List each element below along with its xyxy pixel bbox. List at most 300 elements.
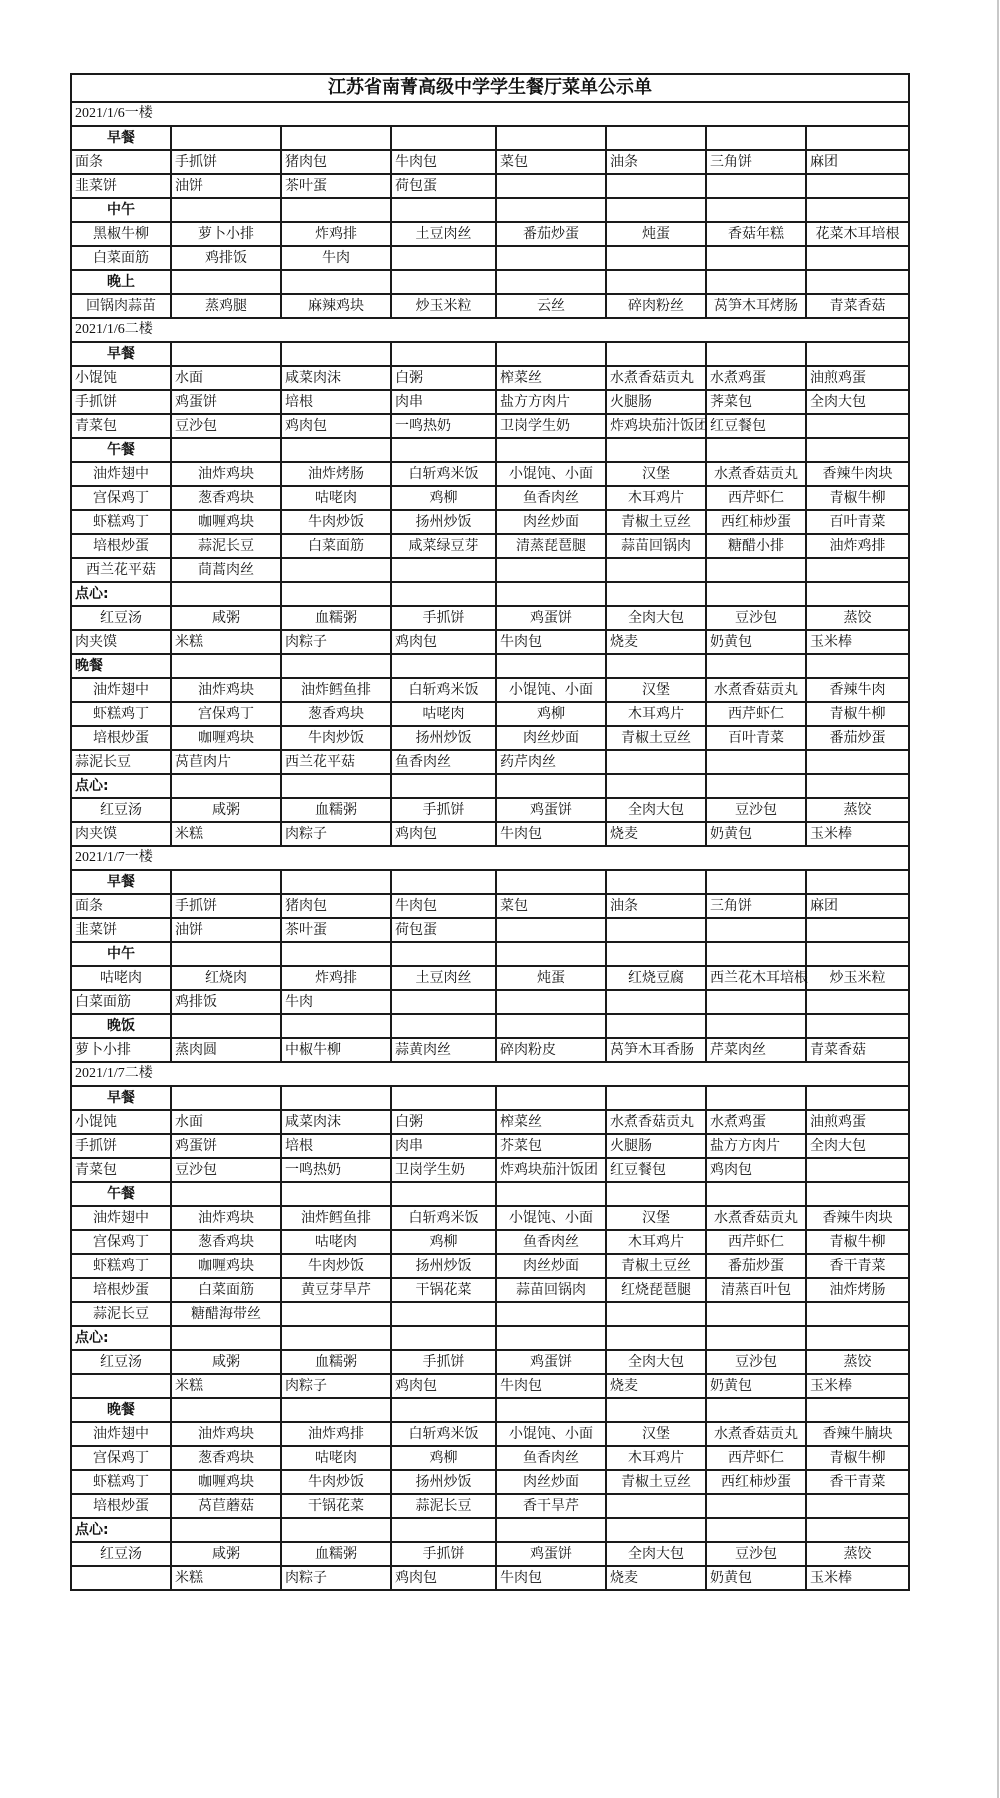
- dish-cell: 油饼: [171, 174, 281, 198]
- dish-cell: 全肉大包: [606, 798, 706, 822]
- dish-cell: 奶黄包: [706, 822, 806, 846]
- empty-cell: [496, 1086, 606, 1110]
- dish-cell: 咕咾肉: [391, 702, 496, 726]
- dish-cell: 培根炒蛋: [71, 1278, 171, 1302]
- dish-cell: 肉夹馍: [71, 822, 171, 846]
- dish-cell: 葱香鸡块: [171, 1230, 281, 1254]
- dish-cell: 蒸肉圆: [171, 1038, 281, 1062]
- dish-cell: 米糕: [171, 1374, 281, 1398]
- empty-cell: [606, 438, 706, 462]
- dish-cell: 玉米棒: [806, 1374, 909, 1398]
- dish-cell: 手抓饼: [171, 150, 281, 174]
- dish-cell: 米糕: [171, 822, 281, 846]
- empty-cell: [706, 918, 806, 942]
- empty-cell: [171, 582, 281, 606]
- dish-row: [71, 1206, 909, 1230]
- dish-cell: 葱香鸡块: [281, 702, 391, 726]
- empty-cell: [496, 1302, 606, 1326]
- empty-cell: [391, 438, 496, 462]
- empty-cell: [171, 342, 281, 366]
- dish-cell: 麻团: [806, 894, 909, 918]
- dish-cell: 碎肉粉丝: [606, 294, 706, 318]
- dish-cell: 烧麦: [606, 1374, 706, 1398]
- dish-row: [71, 510, 909, 534]
- dish-cell: 油煎鸡蛋: [806, 366, 909, 390]
- meal-header-row: [71, 1326, 909, 1350]
- empty-cell: [706, 174, 806, 198]
- section-date-label: 2021/1/7一楼: [71, 846, 909, 870]
- dish-cell: 油炸翅中: [71, 1206, 171, 1230]
- empty-cell: [281, 1326, 391, 1350]
- empty-cell: [606, 774, 706, 798]
- dish-cell: 干锅花菜: [391, 1278, 496, 1302]
- dish-cell: 香辣牛腩块: [806, 1422, 909, 1446]
- empty-cell: [171, 1326, 281, 1350]
- dish-cell: 牛肉包: [391, 894, 496, 918]
- dish-cell: 油炸鸡块: [171, 462, 281, 486]
- dish-cell: 牛肉炒饭: [281, 1470, 391, 1494]
- dish-cell: 水煮香菇贡丸: [606, 366, 706, 390]
- dish-cell: 西红柿炒蛋: [706, 510, 806, 534]
- dish-cell: 盐方方肉片: [496, 390, 606, 414]
- section-date-label: 2021/1/6二楼: [71, 318, 909, 342]
- empty-cell: [606, 558, 706, 582]
- meal-header-row: [71, 1398, 909, 1422]
- dish-cell: 豆沙包: [706, 1350, 806, 1374]
- dish-cell: 奶黄包: [706, 630, 806, 654]
- dish-cell: 白菜面筋: [71, 990, 171, 1014]
- dish-cell: 血糯粥: [281, 1350, 391, 1374]
- dish-cell: 青椒土豆丝: [606, 1470, 706, 1494]
- dish-cell: 药芹肉丝: [496, 750, 606, 774]
- empty-cell: [391, 558, 496, 582]
- dish-cell: 油炸鸡排: [281, 1422, 391, 1446]
- empty-cell: [606, 246, 706, 270]
- dish-cell: 水面: [171, 366, 281, 390]
- dish-cell: 牛肉炒饭: [281, 1254, 391, 1278]
- dish-cell: 油炸鸡块: [171, 1206, 281, 1230]
- empty-cell: [391, 1326, 496, 1350]
- dish-cell: 肉串: [391, 1134, 496, 1158]
- empty-cell: [496, 174, 606, 198]
- empty-cell: [706, 774, 806, 798]
- dish-row: [71, 486, 909, 510]
- empty-cell: [706, 1326, 806, 1350]
- empty-cell: [171, 126, 281, 150]
- empty-cell: [496, 654, 606, 678]
- empty-cell: [171, 438, 281, 462]
- dish-cell: 手抓饼: [391, 798, 496, 822]
- empty-cell: [171, 1086, 281, 1110]
- empty-cell: [606, 1302, 706, 1326]
- empty-cell: [706, 990, 806, 1014]
- meal-label: 早餐: [71, 342, 171, 366]
- dish-cell: 韭菜饼: [71, 174, 171, 198]
- dish-cell: 蒜泥长豆: [171, 534, 281, 558]
- dish-cell: 火腿肠: [606, 390, 706, 414]
- dish-cell: 水煮香菇贡丸: [706, 1422, 806, 1446]
- dish-cell: 红豆汤: [71, 1350, 171, 1374]
- empty-cell: [706, 942, 806, 966]
- section-date-row: [71, 846, 909, 870]
- empty-cell: [806, 1494, 909, 1518]
- empty-cell: [496, 918, 606, 942]
- dish-cell: 三角饼: [706, 894, 806, 918]
- dish-cell: 鸡柳: [391, 486, 496, 510]
- dish-row: [71, 222, 909, 246]
- empty-cell: [496, 126, 606, 150]
- empty-cell: [606, 126, 706, 150]
- dish-cell: 全肉大包: [606, 606, 706, 630]
- empty-cell: [281, 582, 391, 606]
- dish-cell: 汉堡: [606, 678, 706, 702]
- dish-cell: 油炸烤肠: [281, 462, 391, 486]
- dish-cell: 青椒牛柳: [806, 702, 909, 726]
- dish-row: [71, 390, 909, 414]
- dish-cell: 小馄饨: [71, 1110, 171, 1134]
- dish-cell: 鸡蛋饼: [496, 606, 606, 630]
- empty-cell: [281, 942, 391, 966]
- dish-cell: 全肉大包: [806, 390, 909, 414]
- empty-cell: [391, 246, 496, 270]
- dish-cell: 肉丝炒面: [496, 1254, 606, 1278]
- dish-cell: 白菜面筋: [281, 534, 391, 558]
- dish-cell: 鸡肉包: [706, 1158, 806, 1182]
- dish-row: [71, 1038, 909, 1062]
- dish-cell: 葱香鸡块: [171, 486, 281, 510]
- dish-cell: 牛肉包: [496, 1374, 606, 1398]
- empty-cell: [281, 1302, 391, 1326]
- dish-cell: 百叶青菜: [706, 726, 806, 750]
- dish-cell: 蒸饺: [806, 1350, 909, 1374]
- dish-cell: 青菜香菇: [806, 1038, 909, 1062]
- dish-cell: 水煮鸡蛋: [706, 366, 806, 390]
- dish-cell: 青椒牛柳: [806, 486, 909, 510]
- empty-cell: [171, 1518, 281, 1542]
- dish-row: [71, 1230, 909, 1254]
- dish-row: [71, 1374, 909, 1398]
- dish-cell: 木耳鸡片: [606, 1446, 706, 1470]
- dish-cell: 小馄饨、小面: [496, 1206, 606, 1230]
- meal-label: 点心:: [71, 774, 171, 798]
- dish-cell: 西兰花平菇: [71, 558, 171, 582]
- empty-cell: [806, 654, 909, 678]
- dish-row: [71, 798, 909, 822]
- empty-cell: [496, 558, 606, 582]
- empty-cell: [806, 1518, 909, 1542]
- dish-row: [71, 1302, 909, 1326]
- empty-cell: [806, 558, 909, 582]
- empty-cell: [496, 1182, 606, 1206]
- dish-cell: 烧麦: [606, 1566, 706, 1590]
- dish-cell: 红豆汤: [71, 798, 171, 822]
- dish-cell: 油炸鸡排: [806, 534, 909, 558]
- empty-cell: [281, 198, 391, 222]
- meal-header-row: [71, 1182, 909, 1206]
- empty-cell: [281, 270, 391, 294]
- dish-cell: 鱼香肉丝: [496, 1230, 606, 1254]
- meal-label: 点心:: [71, 1518, 171, 1542]
- empty-cell: [496, 270, 606, 294]
- dish-cell: 鸡蛋饼: [171, 1134, 281, 1158]
- dish-cell: 咸粥: [171, 1542, 281, 1566]
- dish-cell: 茶叶蛋: [281, 174, 391, 198]
- dish-cell: 一鸣热奶: [391, 414, 496, 438]
- dish-cell: 青菜包: [71, 414, 171, 438]
- dish-cell: 水煮香菇贡丸: [606, 1110, 706, 1134]
- dish-row: [71, 1278, 909, 1302]
- empty-cell: [706, 198, 806, 222]
- dish-row: [71, 1446, 909, 1470]
- dish-cell: 培根炒蛋: [71, 726, 171, 750]
- meal-label: 早餐: [71, 126, 171, 150]
- dish-cell: 蒸饺: [806, 1542, 909, 1566]
- empty-cell: [606, 654, 706, 678]
- dish-cell: 扬州炒饭: [391, 1254, 496, 1278]
- dish-cell: 手抓饼: [391, 606, 496, 630]
- dish-cell: 玉米棒: [806, 1566, 909, 1590]
- dish-cell: 肉粽子: [281, 630, 391, 654]
- dish-row: [71, 1470, 909, 1494]
- dish-cell: 扬州炒饭: [391, 1470, 496, 1494]
- dish-cell: 炒玉米粒: [806, 966, 909, 990]
- dish-cell: 碎肉粉皮: [496, 1038, 606, 1062]
- dish-cell: 清蒸百叶包: [706, 1278, 806, 1302]
- dish-cell: 蒜黄肉丝: [391, 1038, 496, 1062]
- meal-label: 中午: [71, 198, 171, 222]
- empty-cell: [606, 270, 706, 294]
- meal-label: 点心:: [71, 1326, 171, 1350]
- empty-cell: [391, 1302, 496, 1326]
- empty-cell: [606, 990, 706, 1014]
- empty-cell: [806, 126, 909, 150]
- dish-cell: 红豆汤: [71, 1542, 171, 1566]
- empty-cell: [391, 1086, 496, 1110]
- dish-cell: 咖喱鸡块: [171, 1254, 281, 1278]
- dish-cell: 菜包: [496, 150, 606, 174]
- menu-table-body: [71, 74, 909, 1590]
- empty-cell: [806, 870, 909, 894]
- dish-cell: 红豆汤: [71, 606, 171, 630]
- empty-cell: [391, 654, 496, 678]
- dish-cell: 韭菜饼: [71, 918, 171, 942]
- dish-cell: 咕咾肉: [281, 1446, 391, 1470]
- empty-cell: [496, 1518, 606, 1542]
- empty-cell: [281, 1182, 391, 1206]
- dish-cell: 麻团: [806, 150, 909, 174]
- dish-cell: 炖蛋: [606, 222, 706, 246]
- dish-cell: 西兰花木耳培根: [706, 966, 806, 990]
- dish-cell: 宫保鸡丁: [71, 1446, 171, 1470]
- empty-cell: [496, 1014, 606, 1038]
- dish-cell: 汉堡: [606, 1206, 706, 1230]
- dish-cell: 香干旱芹: [496, 1494, 606, 1518]
- empty-cell: [806, 342, 909, 366]
- dish-cell: 豆沙包: [706, 606, 806, 630]
- dish-cell: 鸡肉包: [391, 630, 496, 654]
- dish-cell: 茶叶蛋: [281, 918, 391, 942]
- meal-label: 中午: [71, 942, 171, 966]
- empty-cell: [806, 1014, 909, 1038]
- dish-cell: 奶黄包: [706, 1374, 806, 1398]
- meal-header-row: [71, 870, 909, 894]
- dish-cell: 米糕: [171, 1566, 281, 1590]
- empty-cell: [806, 750, 909, 774]
- empty-cell: [496, 342, 606, 366]
- empty-cell: [496, 246, 606, 270]
- dish-cell: 西芹虾仁: [706, 1230, 806, 1254]
- dish-cell: 青椒牛柳: [806, 1230, 909, 1254]
- dish-cell: 全肉大包: [806, 1134, 909, 1158]
- empty-cell: [171, 870, 281, 894]
- dish-cell: 百叶青菜: [806, 510, 909, 534]
- dish-cell: 青菜包: [71, 1158, 171, 1182]
- dish-row: [71, 990, 909, 1014]
- dish-cell: 鸡蛋饼: [496, 1542, 606, 1566]
- dish-cell: 肉丝炒面: [496, 726, 606, 750]
- dish-cell: 蒜苗回锅肉: [606, 534, 706, 558]
- dish-cell: 培根: [281, 390, 391, 414]
- dish-cell: 水煮香菇贡丸: [706, 462, 806, 486]
- dish-cell: 小馄饨、小面: [496, 1422, 606, 1446]
- dish-cell: 西芹虾仁: [706, 486, 806, 510]
- dish-cell: 咸粥: [171, 606, 281, 630]
- dish-row: [71, 414, 909, 438]
- dish-cell: 鸡蛋饼: [496, 798, 606, 822]
- empty-cell: [171, 654, 281, 678]
- empty-cell: [806, 246, 909, 270]
- empty-cell: [806, 990, 909, 1014]
- dish-cell: 肉粽子: [281, 1374, 391, 1398]
- dish-cell: 牛肉: [281, 990, 391, 1014]
- dish-cell: 汉堡: [606, 462, 706, 486]
- empty-cell: [171, 942, 281, 966]
- dish-cell: 鱼香肉丝: [496, 486, 606, 510]
- dish-cell: 榨菜丝: [496, 366, 606, 390]
- dish-cell: 烧麦: [606, 630, 706, 654]
- dish-cell: 白粥: [391, 366, 496, 390]
- dish-cell: 牛肉包: [391, 150, 496, 174]
- dish-cell: 鸡蛋饼: [496, 1350, 606, 1374]
- dish-cell: 油炸鸡块: [171, 678, 281, 702]
- empty-cell: [391, 1182, 496, 1206]
- meal-header-row: [71, 126, 909, 150]
- dish-cell: 清蒸琵琶腿: [496, 534, 606, 558]
- dish-cell: 黄豆芽旱芹: [281, 1278, 391, 1302]
- empty-cell: [806, 1326, 909, 1350]
- dish-row: [71, 750, 909, 774]
- dish-row: [71, 1254, 909, 1278]
- empty-cell: [391, 582, 496, 606]
- empty-cell: [606, 1326, 706, 1350]
- dish-cell: 青椒土豆丝: [606, 510, 706, 534]
- dish-cell: 茼蒿肉丝: [171, 558, 281, 582]
- empty-cell: [281, 774, 391, 798]
- dish-cell: 糖醋海带丝: [171, 1302, 281, 1326]
- dish-cell: 小馄饨: [71, 366, 171, 390]
- empty-cell: [706, 582, 806, 606]
- meal-label: 晚饭: [71, 1014, 171, 1038]
- empty-cell: [706, 750, 806, 774]
- dish-cell: 白菜面筋: [171, 1278, 281, 1302]
- dish-cell: 菜包: [496, 894, 606, 918]
- dish-cell: 手抓饼: [391, 1542, 496, 1566]
- dish-cell: 鸡柳: [496, 702, 606, 726]
- dish-cell: 香辣牛肉: [806, 678, 909, 702]
- dish-row: [71, 246, 909, 270]
- dish-row: [71, 174, 909, 198]
- dish-cell: 莴笋木耳香肠: [606, 1038, 706, 1062]
- dish-cell: 西芹虾仁: [706, 702, 806, 726]
- dish-cell: 萝卜小排: [71, 1038, 171, 1062]
- dish-cell: 白斩鸡米饭: [391, 462, 496, 486]
- meal-header-row: [71, 774, 909, 798]
- dish-cell: 血糯粥: [281, 606, 391, 630]
- dish-cell: 肉丝炒面: [496, 1470, 606, 1494]
- empty-cell: [391, 126, 496, 150]
- meal-label: 点心:: [71, 582, 171, 606]
- dish-cell: 炸鸡排: [281, 222, 391, 246]
- dish-cell: 血糯粥: [281, 798, 391, 822]
- dish-cell: 白斩鸡米饭: [391, 678, 496, 702]
- dish-cell: 咖喱鸡块: [171, 1470, 281, 1494]
- dish-cell: 血糯粥: [281, 1542, 391, 1566]
- dish-cell: 玉米棒: [806, 630, 909, 654]
- dish-cell: 豆沙包: [706, 798, 806, 822]
- dish-cell: 火腿肠: [606, 1134, 706, 1158]
- dish-cell: 鸡排饭: [171, 246, 281, 270]
- dish-cell: 鱼香肉丝: [496, 1446, 606, 1470]
- empty-cell: [706, 558, 806, 582]
- empty-cell: [281, 1086, 391, 1110]
- dish-cell: 牛肉炒饭: [281, 510, 391, 534]
- dish-cell: 小馄饨、小面: [496, 462, 606, 486]
- empty-cell: [281, 1518, 391, 1542]
- dish-cell: 牛肉: [281, 246, 391, 270]
- empty-cell: [171, 198, 281, 222]
- dish-cell: 鸡蛋饼: [171, 390, 281, 414]
- empty-cell: [496, 990, 606, 1014]
- dish-cell: 鸡肉包: [391, 822, 496, 846]
- dish-row: [71, 702, 909, 726]
- empty-cell: [706, 1494, 806, 1518]
- dish-cell: 扬州炒饭: [391, 726, 496, 750]
- menu-table: [70, 73, 910, 1591]
- dish-cell: 芥菜包: [496, 1134, 606, 1158]
- dish-cell: 蒸饺: [806, 606, 909, 630]
- empty-cell: [496, 870, 606, 894]
- dish-row: [71, 630, 909, 654]
- dish-cell: 牛肉包: [496, 630, 606, 654]
- dish-row: [71, 822, 909, 846]
- empty-cell: [391, 942, 496, 966]
- dish-cell: 番茄炒蛋: [706, 1254, 806, 1278]
- dish-cell: 水煮鸡蛋: [706, 1110, 806, 1134]
- dish-cell: 咸粥: [171, 798, 281, 822]
- dish-row: [71, 366, 909, 390]
- dish-cell: 扬州炒饭: [391, 510, 496, 534]
- dish-row: [71, 1134, 909, 1158]
- empty-cell: [281, 438, 391, 462]
- empty-cell: [281, 870, 391, 894]
- empty-cell: [706, 1086, 806, 1110]
- dish-cell: 油条: [606, 894, 706, 918]
- empty-cell: [706, 342, 806, 366]
- dish-cell: 汉堡: [606, 1422, 706, 1446]
- dish-cell: 红豆餐包: [606, 1158, 706, 1182]
- dish-cell: 蒸鸡腿: [171, 294, 281, 318]
- empty-cell: [606, 942, 706, 966]
